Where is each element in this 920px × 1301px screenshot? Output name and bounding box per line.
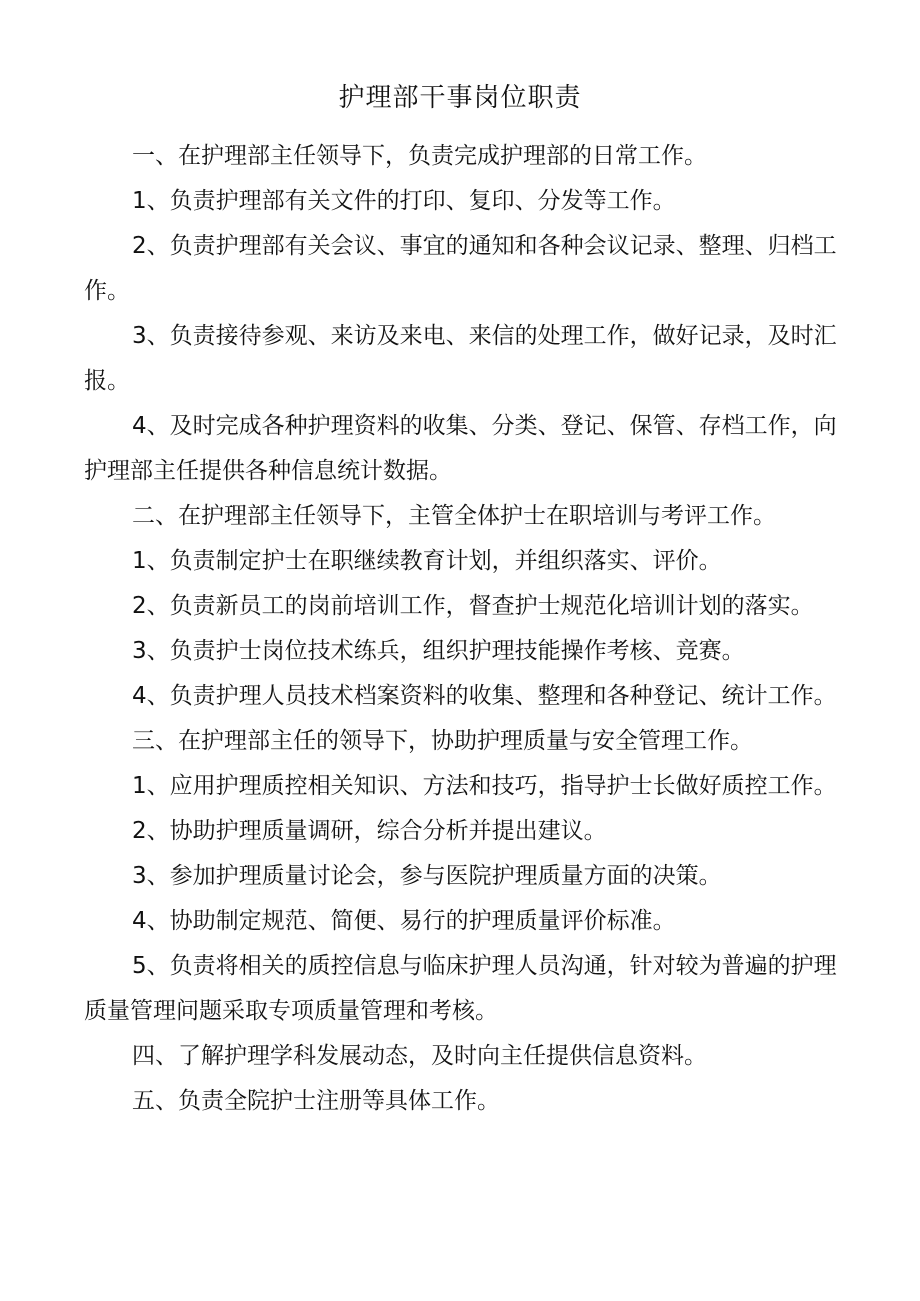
section-2-item-2: 2、负责新员工的岗前培训工作，督查护士规范化培训计划的落实。 — [132, 593, 814, 619]
section-2-item-4: 4、负责护理人员技术档案资料的收集、整理和各种登记、统计工作。 — [132, 683, 837, 709]
section-2-heading: 二、在护理部主任领导下，主管全体护士在职培训与考评工作。 — [132, 503, 776, 529]
section-3-heading: 三、在护理部主任的领导下，协助护理质量与安全管理工作。 — [132, 728, 753, 754]
section-3-item-5: 5、负责将相关的质控信息与临床护理人员沟通，针对较为普遍的护理质量管理问题采取专项质量管理和考核。 — [84, 953, 837, 1024]
section-3-item-2: 2、协助护理质量调研，综合分析并提出建议。 — [132, 818, 607, 844]
document-title: 护理部干事岗位职责 — [338, 83, 582, 113]
section-2-item-3: 3、负责护士岗位技术练兵，组织护理技能操作考核、竞赛。 — [132, 638, 745, 664]
section-1-heading: 一、在护理部主任领导下，负责完成护理部的日常工作。 — [132, 143, 707, 169]
section-3-item-1: 1、应用护理质控相关知识、方法和技巧，指导护士长做好质控工作。 — [132, 773, 837, 799]
section-2-item-1: 1、负责制定护士在职继续教育计划，并组织落实、评价。 — [132, 548, 722, 574]
section-1-item-2: 2、负责护理部有关会议、事宜的通知和各种会议记录、整理、归档工作。 — [84, 233, 837, 304]
section-3-item-4: 4、协助制定规范、简便、易行的护理质量评价标准。 — [132, 908, 676, 934]
section-3-item-3: 3、参加护理质量讨论会，参与医院护理质量方面的决策。 — [132, 863, 722, 889]
section-1-item-4: 4、及时完成各种护理资料的收集、分类、登记、保管、存档工作，向护理部主任提供各种信息统计数据。 — [84, 413, 837, 484]
section-1-item-3: 3、负责接待参观、来访及来电、来信的处理工作，做好记录，及时汇报。 — [84, 323, 837, 394]
section-4-heading: 四、了解护理学科发展动态，及时向主任提供信息资料。 — [132, 1043, 707, 1069]
document-body — [84, 134, 844, 1124]
section-5-heading: 五、负责全院护士注册等具体工作。 — [132, 1088, 500, 1114]
section-1-item-1: 1、负责护理部有关文件的打印、复印、分发等工作。 — [132, 188, 676, 214]
